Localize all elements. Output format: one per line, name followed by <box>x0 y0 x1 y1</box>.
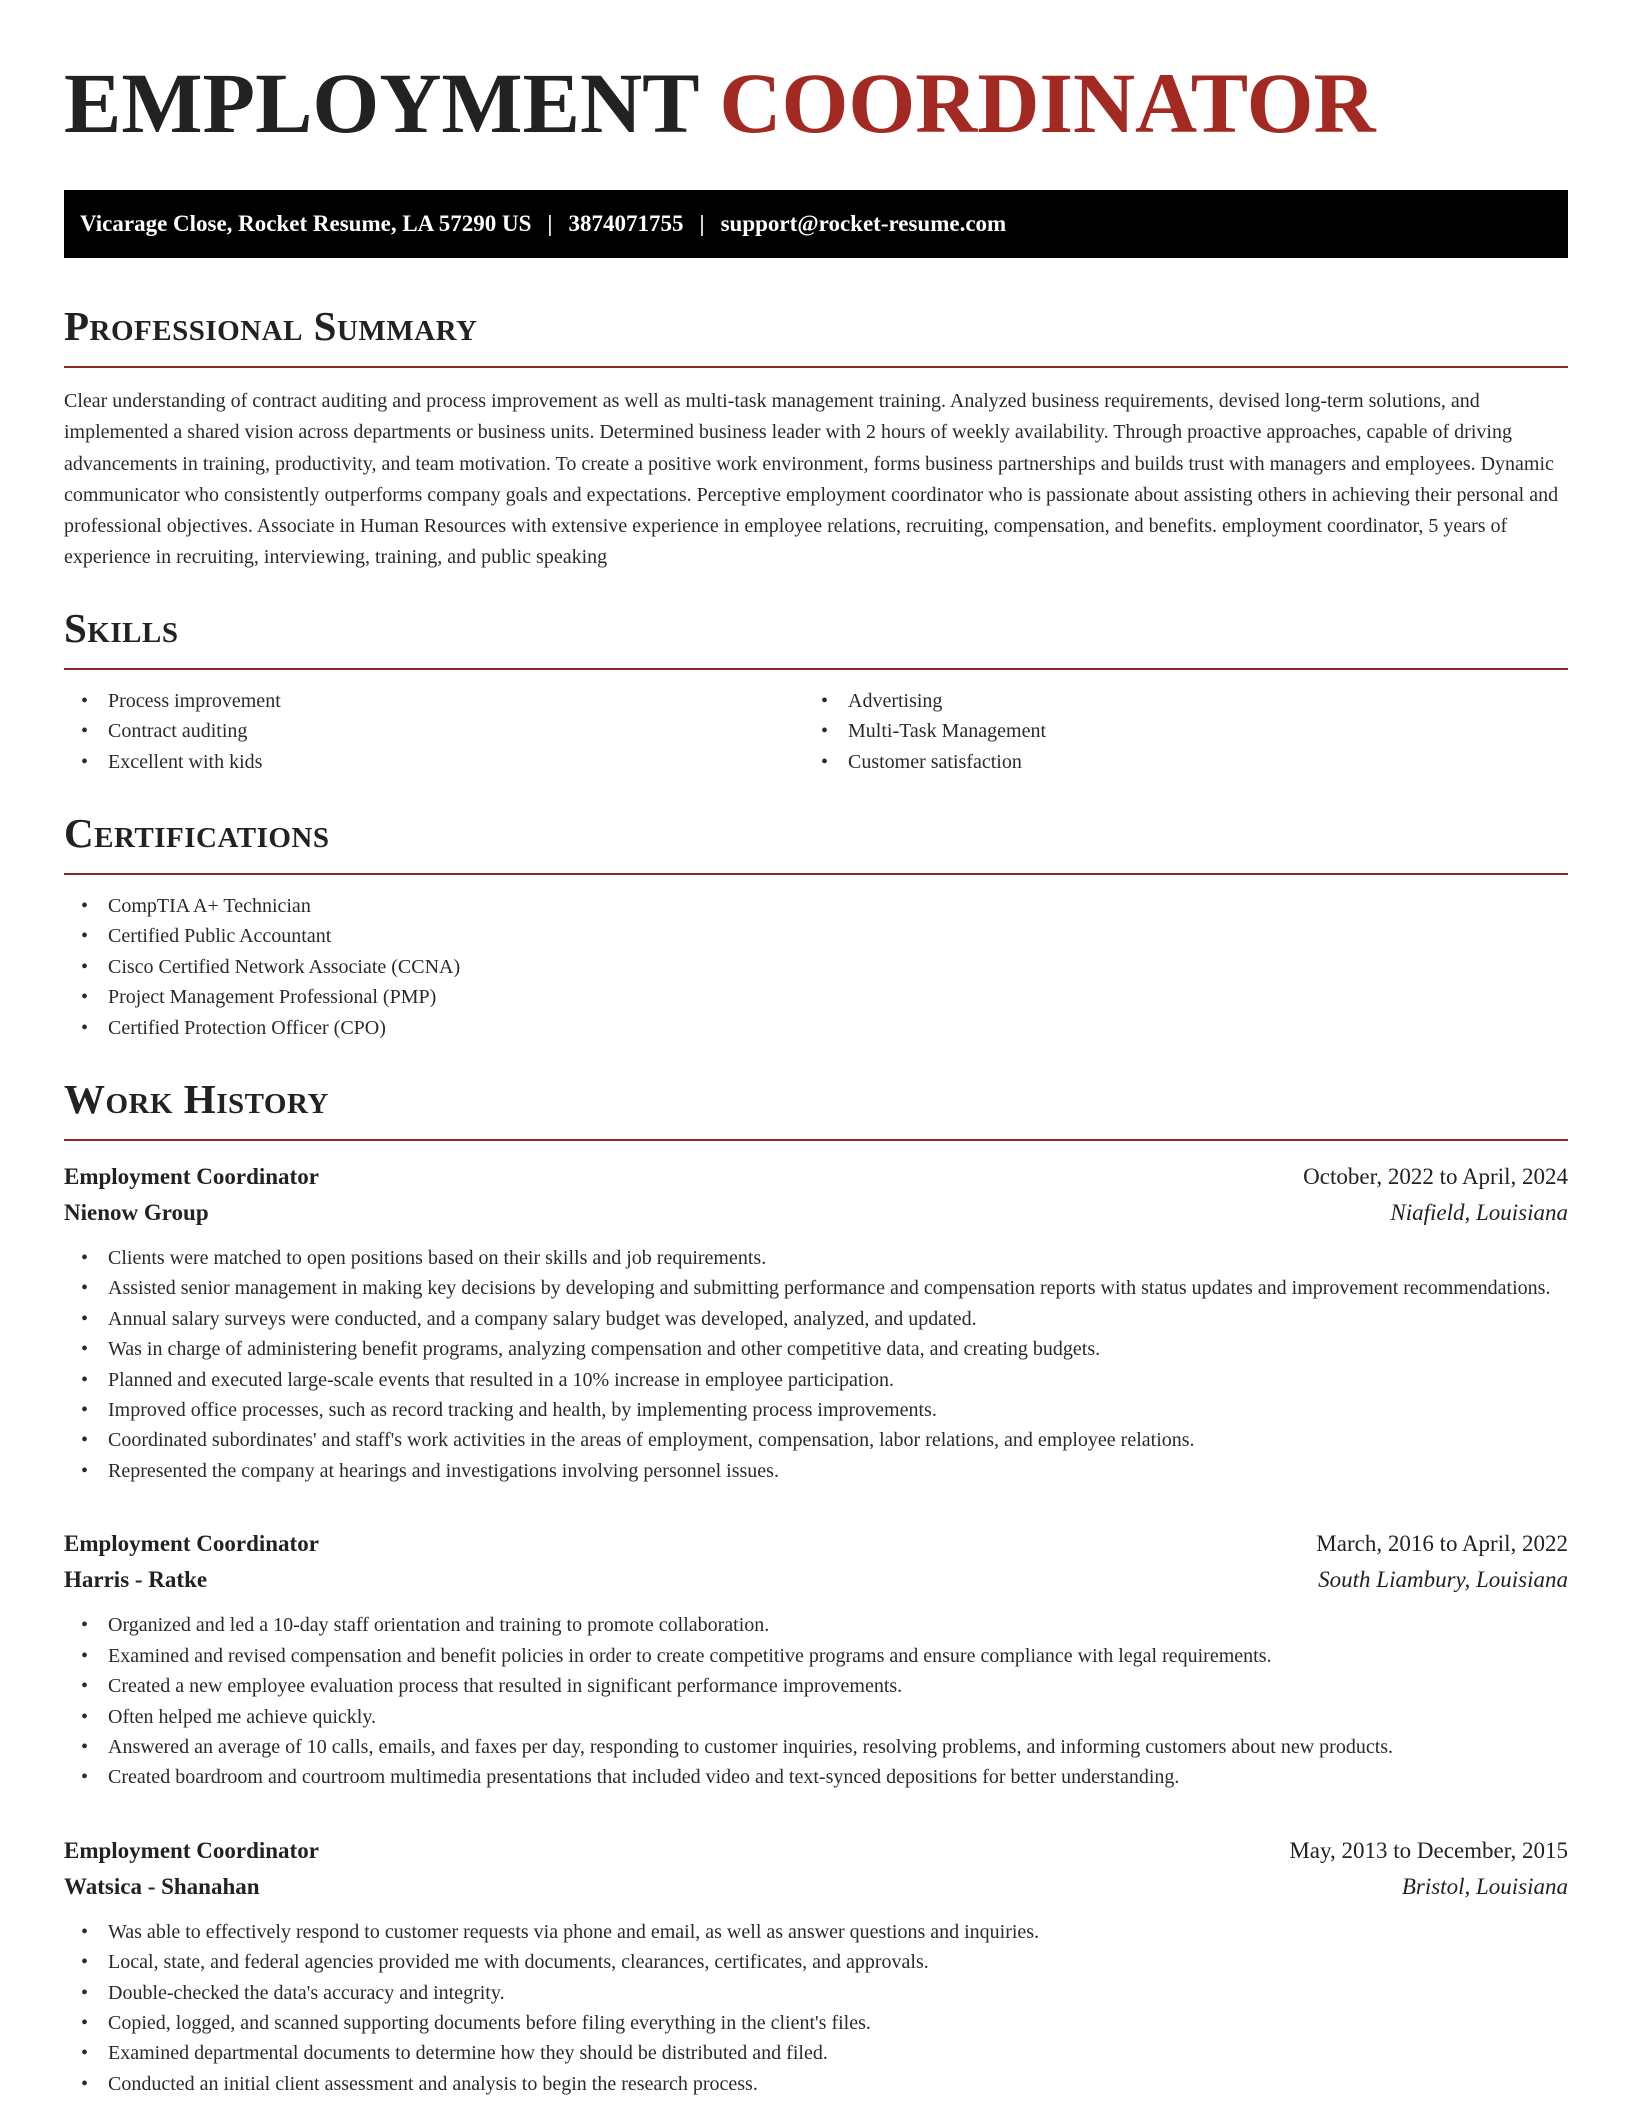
section-heading-certifications: Certifications <box>64 810 330 856</box>
job-bullet: • Examined and revised compensation and benefit policies in order to create competitive programs and ensure compliance with legal requirements. <box>64 1641 1568 1671</box>
job-bullet: • Was in charge of administering benefit programs, analyzing compensation and other competitive data, and creating budgets. <box>64 1334 1568 1364</box>
job-bullet: • Represented the company at hearings and investigations involving personnel issues. <box>64 1456 1568 1486</box>
job-bullet: • Often helped me achieve quickly. <box>64 1702 1568 1732</box>
certifications-section <box>64 809 1568 1043</box>
job-company-row <box>64 1869 1568 1905</box>
contact-address: Vicarage Close, Rocket Resume, LA 57290 US <box>80 211 532 236</box>
contact-separator: | <box>699 211 705 236</box>
contact-bar <box>64 190 1568 258</box>
title-primary: EMPLOYMENT <box>64 55 698 151</box>
job-bullets <box>64 1243 1568 1486</box>
job-location: Niafield, Louisiana <box>1390 1200 1568 1226</box>
job-company-row <box>64 1195 1568 1231</box>
certifications-list <box>64 891 1568 1043</box>
job-dates: May, 2013 to December, 2015 <box>1289 1837 1568 1863</box>
job-location: South Liambury, Louisiana <box>1318 1567 1568 1593</box>
certification-item: • Cisco Certified Network Associate (CCNA) <box>64 952 1568 982</box>
job-bullet: • Examined departmental documents to determine how they should be distributed and filed. <box>64 2038 1568 2068</box>
skills-columns <box>64 686 1568 777</box>
job-bullet: • Annual salary surveys were conducted, and a company salary budget was developed, analyzed, and updated. <box>64 1304 1568 1334</box>
summary-text: Clear understanding of contract auditing and process improvement as well as multi-task management training. Analyzed business requirements, devised long-term solutions, and implemented a shared vision across departments or business units. Determined business leader with 2 hours of weekly availability. Through proactive approaches, capable of driving advancements in training, productivity, and team motivation. To create a positive work environment, forms business partnerships and builds trust with managers and employees. Dynamic communicator who consistently outperforms company goals and expectations. Perceptive employment coordinator who is passionate about assisting others in achieving their personal and professional objectives. Associate in Human Resources with extensive experience in employee relations, recruiting, compensation, and benefits. employment coordinator, 5 years of experience in recruiting, interviewing, training, and public speaking <box>64 390 1559 569</box>
skill-item: • Customer satisfaction <box>804 747 1544 777</box>
job-title: Employment Coordinator <box>64 1837 319 1863</box>
section-heading-work-history: Work History <box>64 1076 329 1123</box>
job-company: Nienow Group <box>64 1200 209 1226</box>
skill-item: • Excellent with kids <box>64 747 804 777</box>
job-bullet: • Answered an average of 10 calls, emails, and faxes per day, responding to customer inquiries, resolving problems, and informing customers about new products. <box>64 1732 1568 1762</box>
job-bullet: • Clients were matched to open positions based on their skills and job requirements. <box>64 1243 1568 1273</box>
job-bullet: • Assisted senior management in making key decisions by developing and submitting performance and compensation reports with status updates and improvement recommendations. <box>64 1273 1568 1303</box>
skills-list-right <box>804 686 1544 777</box>
job-header-row <box>64 1526 1568 1562</box>
skills-section <box>64 604 1568 777</box>
section-divider <box>64 873 1568 875</box>
title-accent: COORDINATOR <box>719 55 1376 151</box>
skill-item: • Advertising <box>804 686 1544 716</box>
job-bullet: • Coordinated subordinates' and staff's work activities in the areas of employment, compensation, labor relations, and employee relations. <box>64 1425 1568 1455</box>
job-company-row <box>64 1562 1568 1598</box>
job-header-row <box>64 1159 1568 1195</box>
job-dates: March, 2016 to April, 2022 <box>1316 1531 1568 1557</box>
job-title: Employment Coordinator <box>64 1531 319 1557</box>
job-entry <box>64 1159 1568 1486</box>
contact-email[interactable]: support@rocket-resume.com <box>720 211 1007 236</box>
job-entry <box>64 1526 1568 1792</box>
section-heading-summary: Professional Summary <box>64 303 478 349</box>
job-bullet: • Local, state, and federal agencies provided me with documents, clearances, certificates, and approvals. <box>64 1947 1568 1977</box>
job-dates: October, 2022 to April, 2024 <box>1303 1164 1568 1190</box>
job-title: Employment Coordinator <box>64 1164 319 1190</box>
resume-title <box>64 55 1568 151</box>
job-bullet: • Was able to effectively respond to customer requests via phone and email, as well as answer questions and inquiries. <box>64 1917 1568 1947</box>
job-entry <box>64 1833 1568 2099</box>
job-bullets <box>64 1610 1568 1792</box>
section-heading-skills: Skills <box>64 604 179 651</box>
certification-item: • CompTIA A+ Technician <box>64 891 1568 921</box>
job-bullet: • Created a new employee evaluation process that resulted in significant performance improvements. <box>64 1671 1568 1701</box>
job-header-row <box>64 1833 1568 1869</box>
job-company: Watsica - Shanahan <box>64 1873 260 1899</box>
certification-item: • Project Management Professional (PMP) <box>64 982 1568 1012</box>
section-divider <box>64 668 1568 670</box>
section-divider <box>64 1139 1568 1141</box>
job-bullet: • Organized and led a 10-day staff orientation and training to promote collaboration. <box>64 1610 1568 1640</box>
job-bullet: • Improved office processes, such as record tracking and health, by implementing process improvements. <box>64 1395 1568 1425</box>
skill-item: • Process improvement <box>64 686 804 716</box>
skills-list-left <box>64 686 804 777</box>
certification-item: • Certified Public Accountant <box>64 921 1568 951</box>
contact-phone[interactable]: 3874071755 <box>568 211 684 236</box>
job-bullet: • Conducted an initial client assessment and analysis to begin the research process. <box>64 2069 1568 2099</box>
summary-section <box>64 302 1568 574</box>
job-bullet: • Planned and executed large-scale events that resulted in a 10% increase in employee participation. <box>64 1365 1568 1395</box>
contact-separator: | <box>547 211 553 236</box>
certification-item: • Certified Protection Officer (CPO) <box>64 1013 1568 1043</box>
job-bullet: • Copied, logged, and scanned supporting documents before filing everything in the client's files. <box>64 2008 1568 2038</box>
job-bullet: • Created boardroom and courtroom multimedia presentations that included video and text-synced depositions for better understanding. <box>64 1762 1568 1792</box>
section-divider <box>64 366 1568 368</box>
job-company: Harris - Ratke <box>64 1567 208 1593</box>
work-history-section <box>64 1075 1568 2099</box>
job-bullet: • Double-checked the data's accuracy and integrity. <box>64 1978 1568 2008</box>
job-location: Bristol, Louisiana <box>1401 1873 1568 1899</box>
skill-item: • Multi-Task Management <box>804 716 1544 746</box>
job-bullets <box>64 1917 1568 2099</box>
skill-item: • Contract auditing <box>64 716 804 746</box>
